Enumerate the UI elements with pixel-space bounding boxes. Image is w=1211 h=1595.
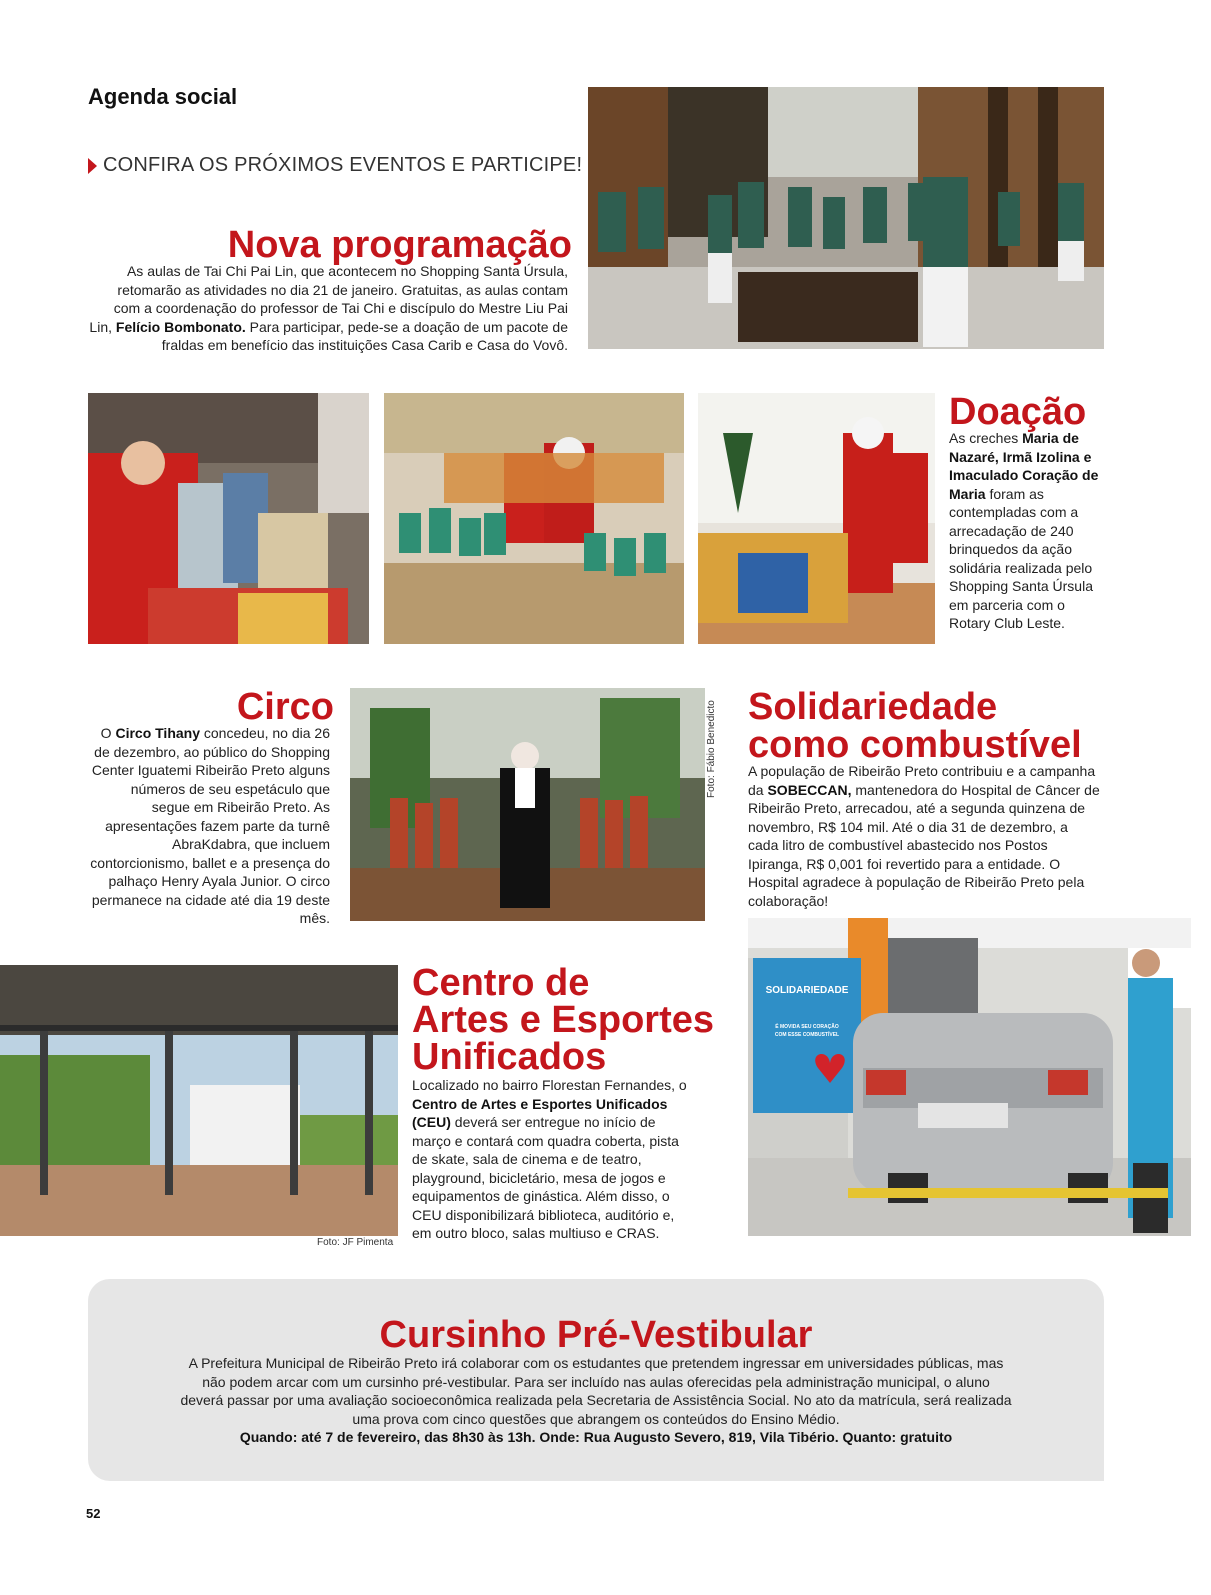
tai-chi-photo: [588, 87, 1104, 349]
ceu-body: Localizado no bairro Florestan Fernandes, o Centro de Artes e Esportes Unificados (CEU) deverá ser entregue no início de março e contará com quadra coberta, pista de skate, sala de cinema e de teatro, playground, bicicletário, mesa de jogos e equipamentos de ginástica. Além disso, o CEU disponibilizará biblioteca, auditório e, em outro bloco, salas multiuso e CRAS.: [412, 1077, 687, 1241]
doacao-title: Doação: [949, 391, 1087, 433]
cursinho-info: Quando: até 7 de fevereiro, das 8h30 às 13h. Onde: Rua Augusto Severo, 819, Vila Tibério. Quanto: gratuito: [239, 1429, 953, 1445]
poster-line-1: É MOVIDA SEU CORAÇÃO: [775, 1024, 839, 1030]
page-number: 52: [86, 1506, 101, 1521]
section-label: Agenda social: [88, 84, 238, 109]
gas-station-photo: [748, 918, 1191, 1236]
santa-photo-3: [698, 393, 935, 644]
kicker-text: CONFIRA OS PRÓXIMOS EVENTOS E PARTICIPE!: [103, 154, 583, 176]
ceu-photo: [0, 965, 398, 1236]
doacao-body: As creches Maria de Nazaré, Irmã Izolina e Imaculado Coração de Maria foram as contempladas com a arrecadação de 240 brinquedos da ação solidária realizada pelo Shopping Santa Úrsula em parceria com o Rotary Club Leste.: [949, 430, 1099, 631]
circo-photo: [350, 688, 705, 921]
circo-photo-credit: Foto: Fábio Benedicto: [706, 700, 717, 798]
cursinho-body: A Prefeitura Municipal de Ribeirão Preto irá colaborar com os estudantes que pretendem ingressar em universidades públicas, mas não podem arcar com um cursinho pré-vestibular. Para ser incluído nas aulas oferecidas pela administração municipal, o aluno deverá passar por uma avaliação socioeconômica realizada pela Secretaria de Assistência Social. No ato da matrícula, será realizada uma prova com cinco questões que abrangem os conteúdos do Ensino Médio.: [180, 1355, 1012, 1427]
circo-body: O Circo Tihany concedeu, no dia 26 de dezembro, ao público do Shopping Center Iguatemi Ribeirão Preto alguns números de seu espetáculo que segue em Ribeirão Preto. As apresentações fazem parte da turnê AbraKdabra, que incluem contorcionismo, ballet e a presença do palhaço Henry Ayala Junior. O circo permanece na cidade até dia 19 deste mês.: [90, 725, 330, 926]
solidariedade-body: A população de Ribeirão Preto contribuiu e a campanha da SOBECCAN, mantenedora do Hospital de Câncer de Ribeirão Preto, arrecadou, até a segunda quinzena de novembro, R$ 104 mil. Até o dia 31 de dezembro, a cada litro de combustível abastecido nos Postos Ipiranga, R$ 0,001 foi revertido para a entidade. O Hospital agradece à população de Ribeirão Preto pela colaboração!: [748, 763, 1100, 909]
poster-line-2: COM ESSE COMBUSTÍVEL: [774, 1032, 840, 1038]
arrow-right-icon: [88, 158, 97, 174]
nova-title: Nova programação: [227, 224, 572, 266]
santa-photo-2: [384, 393, 684, 644]
nova-body: As aulas de Tai Chi Pai Lin, que acontecem no Shopping Santa Úrsula, retomarão as atividades no dia 21 de janeiro. Gratuitas, as aulas contam com a coordenação do professor de Tai Chi e discípulo do Mestre Liu Pai Lin, Felício Bombonato. Para participar, pede-se a doação de um pacote de fraldas em benefício das instituições Casa Carib e Casa do Vovô.: [89, 263, 568, 353]
circo-title: Circo: [236, 686, 334, 728]
santa-photo-1: [88, 393, 369, 644]
solidariedade-title: Solidariedade como combustível: [748, 686, 1082, 766]
poster-title: SOLIDARIEDADE: [765, 985, 849, 996]
ceu-photo-credit: Foto: JF Pimenta: [317, 1237, 394, 1248]
kicker: [88, 154, 582, 177]
cursinho-title: Cursinho Pré-Vestibular: [379, 1314, 813, 1356]
ceu-title: Centro de Artes e Esportes Unificados: [412, 962, 715, 1078]
